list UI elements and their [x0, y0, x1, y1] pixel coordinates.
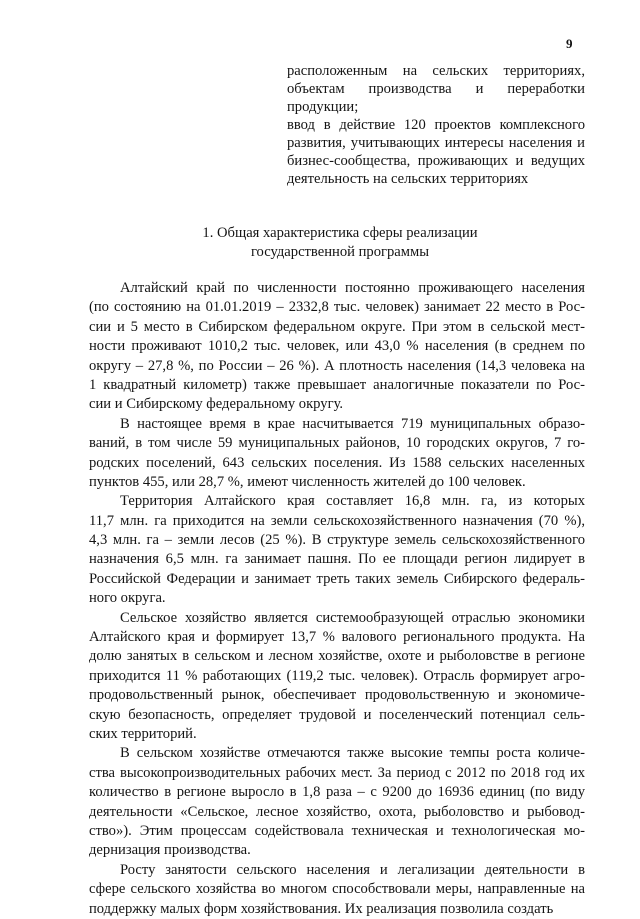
paragraph — [89, 415, 585, 493]
text-line: дернизация производства. — [89, 842, 251, 859]
text-line: округу – 27,8 %, по России – 26 %). А плотность населения (14,3 человека на — [89, 357, 585, 374]
section-heading — [100, 224, 580, 262]
text-line: Российской Федерации и занимает треть таких земель Сибирского федераль- — [89, 570, 585, 587]
paragraph — [89, 492, 585, 608]
text-line: Росту занятости сельского населения и легализации деятельности в — [120, 861, 585, 878]
text-line: Алтайский край по численности постоянно проживающего населения — [120, 280, 585, 296]
section-heading-line: государственной программы — [250, 244, 430, 260]
text-line: количество в регионе выросло в 1,8 раза – с 9200 до 16936 единиц (по виду — [89, 784, 585, 801]
paragraph — [89, 744, 585, 860]
text-line: ства высокопроизводительных рабочих мест. За период с 2012 по 2018 год их — [89, 764, 585, 781]
text-line: ности проживают 1010,2 тыс. человек, или 43,0 % населения (в среднем по — [89, 338, 585, 355]
text-line: деятельности «Сельское, лесное хозяйство, охота, рыболовство и рыбовод- — [89, 803, 585, 820]
text-line: родских поселений, 643 сельских поселения. Из 1588 сельских населенных — [89, 454, 585, 471]
text-line: сии и 5 место в Сибирском федеральном округе. При этом в сельской мест- — [89, 318, 585, 335]
text-line: назначения 6,5 млн. га занимает пашня. По ее площади регион лидирует в — [89, 551, 585, 568]
text-line: сии и Сибирскому федеральному округу. — [89, 396, 344, 413]
paragraph — [89, 609, 585, 745]
paragraph — [89, 861, 585, 919]
continued-list — [287, 62, 585, 188]
text-line: Алтайского края и формирует 13,7 % валового регионального продукта. На — [89, 629, 585, 646]
text-line: пунктов 455, или 28,7 %, имеют численность жителей до 100 человек. — [89, 473, 526, 490]
text-line: ваний, в том числе 59 муниципальных районов, 10 городских округов, 7 го- — [89, 435, 585, 452]
text-line: продовольственный рынок, обеспечивает продовольственную и экономиче- — [89, 687, 585, 704]
text-line: В сельском хозяйстве отмечаются также высокие темпы роста количе- — [120, 745, 585, 762]
text-line: сфере сельского хозяйства во многом способствовали меры, направленные на — [89, 881, 585, 898]
text-line: Территория Алтайского края составляет 16,8 млн. га, из которых — [120, 493, 585, 510]
text-line: ских территорий. — [89, 725, 197, 742]
paragraph — [89, 279, 585, 415]
text-line: 11,7 млн. га приходится на земли сельскохозяйственного назначения (70 %), — [89, 512, 585, 529]
text-line: ство»). Этим процессам содействовала техническая и технологическая мо- — [89, 822, 585, 839]
text-line: 1 квадратный километр) также превышает аналогичные показатели по Рос- — [89, 376, 585, 393]
text-line: Сельское хозяйство является системообразующей отраслью экономики — [120, 609, 585, 626]
list-item: ввод в действие 120 проектов комплексного развития, учитывающих интересы населения и бизнес-сообщества, проживающих и ведущих деятельность на сельских территориях — [287, 117, 585, 187]
text-line: 4,3 млн. га – земли лесов (25 %). В структуре земель сельскохозяйственного — [89, 532, 585, 549]
text-line: ного округа. — [89, 590, 166, 607]
text-line: приходится 11 % работающих (119,2 тыс. человек). Отрасль формирует агро- — [89, 667, 585, 684]
page-number: 9 — [566, 36, 573, 51]
text-line: скую безопасность, определяет трудовой и поселенческий потенциал сель- — [89, 706, 585, 723]
text-line: В настоящее время в крае насчитывается 719 муниципальных образо- — [120, 415, 585, 432]
list-item: расположенным на сельских территориях, объектам производства и переработки продукции; — [287, 63, 585, 115]
text-line: поддержку малых форм хозяйствования. Их реализация позволила создать — [89, 900, 554, 917]
text-line: (по состоянию на 01.01.2019 – 2332,8 тыс. человек) занимает 22 место в Рос- — [89, 299, 585, 316]
section-heading-line: 1. Общая характеристика сферы реализации — [202, 225, 478, 241]
text-line: долю занятых в сельском и лесном хозяйстве, охоте и рыболовстве в регионе — [89, 648, 585, 665]
body-text — [89, 279, 585, 919]
